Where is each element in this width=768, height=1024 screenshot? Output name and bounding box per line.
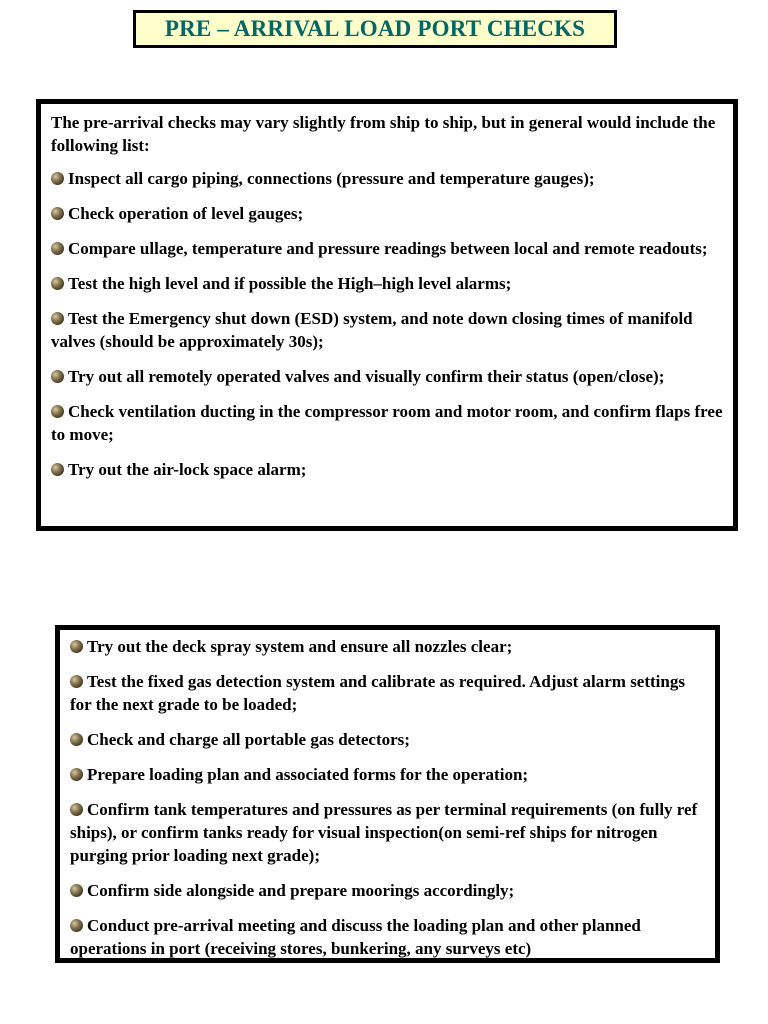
list-item-text: Check and charge all portable gas detectors;: [87, 730, 410, 749]
bullet-icon: [70, 919, 83, 932]
bullet-icon: [70, 884, 83, 897]
list-item: [51, 237, 723, 260]
list-item-text: Test the high level and if possible the High–high level alarms;: [68, 274, 512, 293]
list-item: [70, 728, 705, 751]
intro-text: The pre-arrival checks may vary slightly from ship to ship, but in general would include the following list:: [51, 113, 716, 155]
list-item-text: Try out all remotely operated valves and visually confirm their status (open/close);: [68, 367, 665, 386]
checklist-panel-1: [36, 99, 738, 531]
bullet-icon: [70, 675, 83, 688]
bullet-icon: [51, 312, 64, 325]
list-item: [70, 763, 705, 786]
bullet-icon: [70, 768, 83, 781]
list-item-text: Try out the air-lock space alarm;: [68, 460, 307, 479]
list-item: [51, 272, 723, 295]
bullet-icon: [51, 207, 64, 220]
list-item-text: Inspect all cargo piping, connections (pressure and temperature gauges);: [68, 169, 595, 188]
bullet-icon: [51, 242, 64, 255]
bullet-icon: [51, 277, 64, 290]
list-item: [70, 914, 705, 960]
bullet-icon: [70, 733, 83, 746]
list-item: [51, 458, 723, 481]
bullet-icon: [51, 172, 64, 185]
list-item-text: Test the Emergency shut down (ESD) system, and note down closing times of manifold valves (should be approximately 30s);: [51, 309, 693, 351]
bullet-icon: [51, 370, 64, 383]
list-item-text: Test the fixed gas detection system and calibrate as required. Adjust alarm settings for the next grade to be loaded;: [70, 672, 685, 714]
checklist-2: [70, 635, 705, 960]
list-item-text: Prepare loading plan and associated forms for the operation;: [87, 765, 529, 784]
list-item: [51, 167, 723, 190]
list-item-text: Check ventilation ducting in the compressor room and motor room, and confirm flaps free to move;: [51, 402, 723, 444]
list-item: [70, 879, 705, 902]
list-item: [70, 798, 705, 867]
page-title: PRE – ARRIVAL LOAD PORT CHECKS: [164, 16, 586, 41]
bullet-icon: [51, 463, 64, 476]
page-title-box: [133, 10, 617, 48]
list-item: [51, 400, 723, 446]
list-item-text: Confirm tank temperatures and pressures as per terminal requirements (on fully ref ships), or confirm tanks ready for visual inspection(on semi-ref ships for nitrogen purging prior loading next grade);: [70, 800, 698, 865]
bullet-icon: [70, 640, 83, 653]
list-item: [70, 635, 705, 658]
checklist-panel-2: [55, 625, 720, 963]
list-item-text: Try out the deck spray system and ensure all nozzles clear;: [87, 637, 513, 656]
list-item-text: Check operation of level gauges;: [68, 204, 304, 223]
list-item: [70, 670, 705, 716]
bullet-icon: [70, 803, 83, 816]
list-item: [51, 307, 723, 353]
list-item-text: Confirm side alongside and prepare moorings accordingly;: [87, 881, 515, 900]
bullet-icon: [51, 405, 64, 418]
list-item: [51, 202, 723, 225]
list-item: [51, 365, 723, 388]
list-item-text: Compare ullage, temperature and pressure readings between local and remote readouts;: [68, 239, 708, 258]
list-item-text: Conduct pre-arrival meeting and discuss the loading plan and other planned operations in port (receiving stores, bunkering, any surveys etc): [70, 916, 641, 958]
checklist-1: [51, 167, 723, 481]
